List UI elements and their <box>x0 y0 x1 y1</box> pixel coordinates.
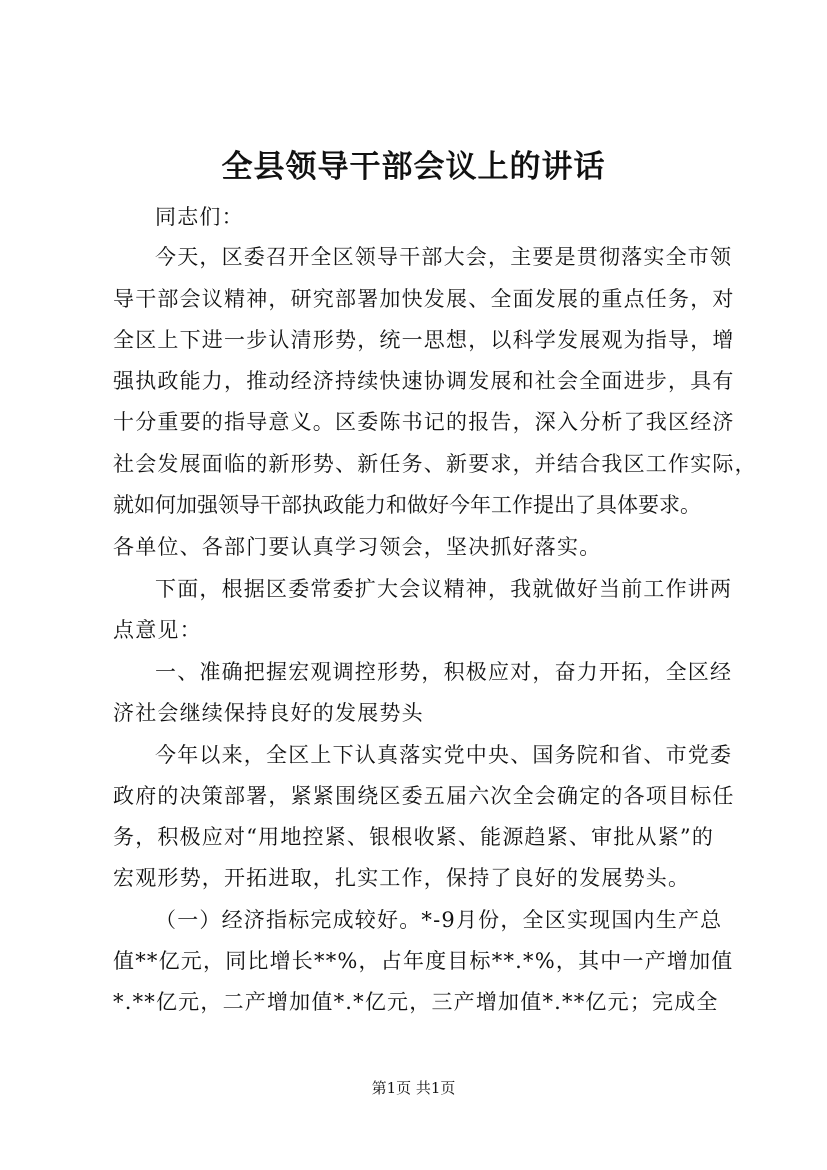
paragraph-line: 今年以来，全区上下认真落实党中央、国务院和省、市党委 <box>155 743 733 767</box>
paragraph-line: 各单位、各部门要认真学习领会，坚决抓好落实。 <box>113 535 602 559</box>
paragraph-line: 务，积极应对“用地控紧、银根收紧、能源趋紧、审批从紧”的 <box>113 825 715 849</box>
page-number-footer: 第1页 共1页 <box>371 1079 456 1097</box>
paragraph-line: 全区上下进一步认清形势，统一思想，以科学发展观为指导，增 <box>113 328 735 352</box>
paragraph-line: 下面，根据区委常委扩大会议精神，我就做好当前工作讲两 <box>155 577 733 601</box>
paragraph-line: 宏观形势，开拓进取，扎实工作，保持了良好的发展势头。 <box>113 866 691 890</box>
paragraph-line: 社会发展面临的新形势、新任务、新要求，并结合我区工作实际， <box>113 452 757 476</box>
paragraph-line: 十分重要的指导意义。区委陈书记的报告，深入分析了我区经济 <box>113 410 735 434</box>
section-heading: 济社会继续保持良好的发展势头 <box>113 701 424 725</box>
document-title: 全县领导干部会议上的讲话 <box>221 149 606 185</box>
paragraph-line: 政府的决策部署，紧紧围绕区委五届六次全会确定的各项目标任 <box>113 784 735 808</box>
paragraph-line: （一）经济指标完成较好。*-9月份，全区实现国内生产总 <box>155 908 723 932</box>
paragraph-line: 今天，区委召开全区领导干部大会，主要是贯彻落实全市领 <box>155 245 733 269</box>
paragraph-line: 值**亿元，同比增长**%，占年度目标**.*%，其中一产增加值 <box>113 949 734 973</box>
paragraph-line: *.**亿元，二产增加值*.*亿元，三产增加值*.**亿元；完成全 <box>113 990 719 1014</box>
paragraph-line: 就如何加强领导干部执政能力和做好今年工作提出了具体要求。 <box>113 493 701 517</box>
paragraph-line: 强执政能力，推动经济持续快速协调发展和社会全面进步，具有 <box>113 369 735 393</box>
paragraph-line: 点意见： <box>113 618 202 642</box>
paragraph-line: 导干部会议精神，研究部署加快发展、全面发展的重点任务，对 <box>113 287 735 311</box>
section-heading: 一、准确把握宏观调控形势，积极应对，奋力开拓，全区经 <box>155 660 733 684</box>
salutation: 同志们： <box>155 205 244 229</box>
